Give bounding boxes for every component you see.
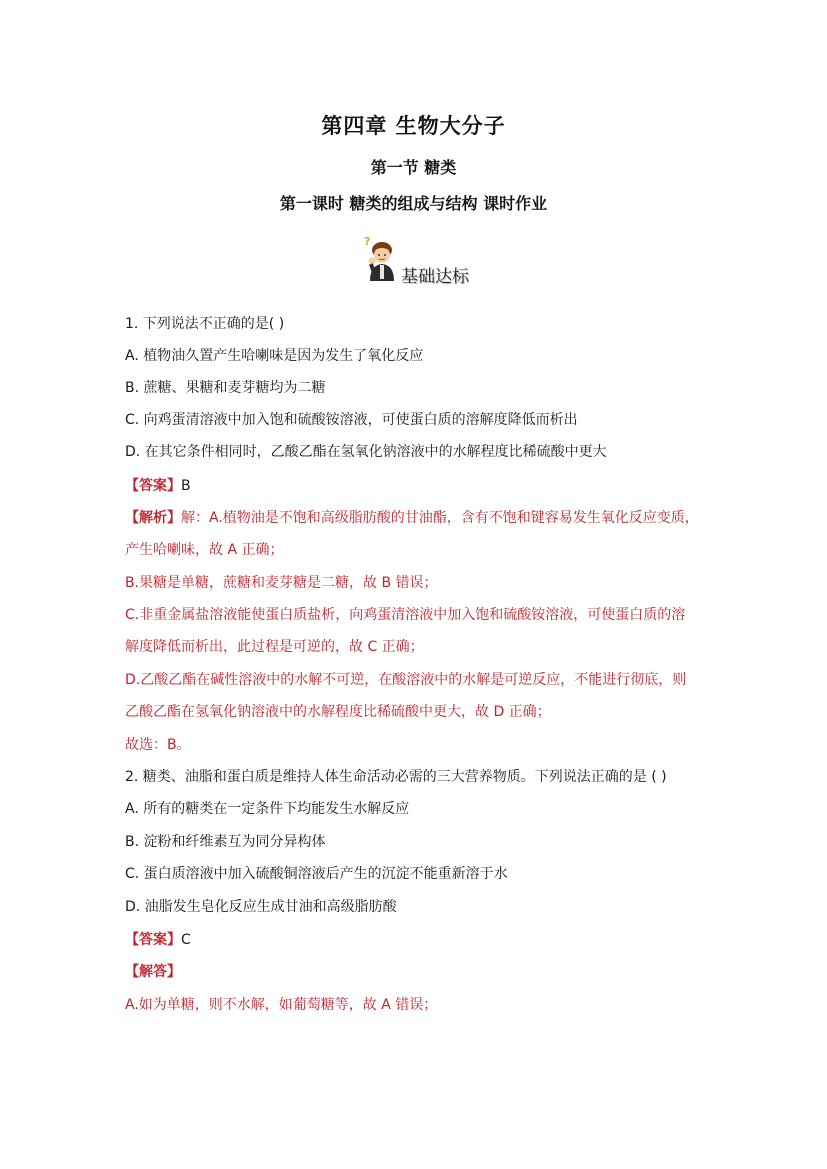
- analysis-tag: 【解析】: [125, 510, 181, 526]
- question-1-stem: 1. 下列说法不正确的是( ): [125, 316, 285, 332]
- explain-tag: 【解答】: [125, 964, 181, 980]
- question-2-answer: [125, 930, 715, 950]
- question-2-explain-line-1: A.如为单糖，则不水解，如葡萄糖等，故 A 错误；: [125, 997, 438, 1013]
- section-title: 第一节 糖类: [370, 158, 457, 177]
- question-2-stem: 2. 糖类、油脂和蛋白质是维持人体生命活动必需的三大营养物质。下列说法正确的是 ( ): [125, 769, 667, 785]
- chapter-title: 第四章 生物大分子: [321, 113, 506, 138]
- question-2-option-a: A. 所有的糖类在一定条件下均能发生水解反应: [125, 801, 410, 817]
- question-1-analysis-line-6: D.乙酸乙酯在碱性溶液中的水解不可逆，在酸溶液中的水解是可逆反应，不能进行彻底，则: [125, 672, 687, 688]
- question-1-conclusion: 故选：B。: [125, 737, 191, 753]
- answer-value: B: [181, 478, 191, 494]
- question-1-option-b: B. 蔗糖、果糖和麦芽糖均为二糖: [125, 380, 326, 396]
- question-2-explain-heading: [125, 962, 715, 982]
- question-1-option-d: D. 在其它条件相同时，乙酸乙酯在氢氧化钠溶液中的水解程度比稀硫酸中更大: [125, 444, 607, 460]
- answer-tag: 【答案】: [125, 478, 181, 494]
- section-badge-label: 基础达标: [401, 267, 469, 287]
- question-1-analysis-line-7: 乙酸乙酯在氢氧化钠溶液中的水解程度比稀硫酸中更大，故 D 正确；: [125, 704, 551, 720]
- lesson-title: 第一课时 糖类的组成与结构 课时作业: [279, 194, 548, 213]
- svg-text:?: ?: [364, 235, 371, 248]
- question-2-option-b: B. 淀粉和纤维素互为同分异构体: [125, 834, 326, 850]
- question-1-answer: [125, 476, 715, 496]
- question-1-analysis-line-4: C.非重金属盐溶液能使蛋白质盐析，向鸡蛋清溶液中加入饱和硫酸铵溶液，可使蛋白质的溶: [125, 607, 686, 623]
- question-1-analysis-line-2: 产生哈喇味，故 A 正确；: [125, 542, 284, 558]
- question-1-option-a: A. 植物油久置产生哈喇味是因为发生了氧化反应: [125, 348, 424, 364]
- question-2-option-c: C. 蛋白质溶液中加入硫酸铜溶液后产生的沉淀不能重新溶于水: [125, 866, 508, 882]
- question-2-option-d: D. 油脂发生皂化反应生成甘油和高级脂肪酸: [125, 899, 397, 915]
- answer-tag: 【答案】: [125, 932, 181, 948]
- question-1-option-c: C. 向鸡蛋清溶液中加入饱和硫酸铵溶液，可使蛋白质的溶解度降低而析出: [125, 412, 578, 428]
- question-1-analysis-line-1: [125, 508, 715, 528]
- question-1-analysis-line-5: 解度降低而析出，此过程是可逆的，故 C 正确；: [125, 639, 424, 655]
- answer-value: C: [181, 932, 191, 948]
- analysis-text: 解：A.植物油是不饱和高级脂肪酸的甘油酯，含有不饱和键容易发生氧化反应变质，: [181, 510, 699, 526]
- question-1-analysis-line-3: B.果糖是单糖，蔗糖和麦芽糖是二糖，故 B 错误；: [125, 575, 438, 591]
